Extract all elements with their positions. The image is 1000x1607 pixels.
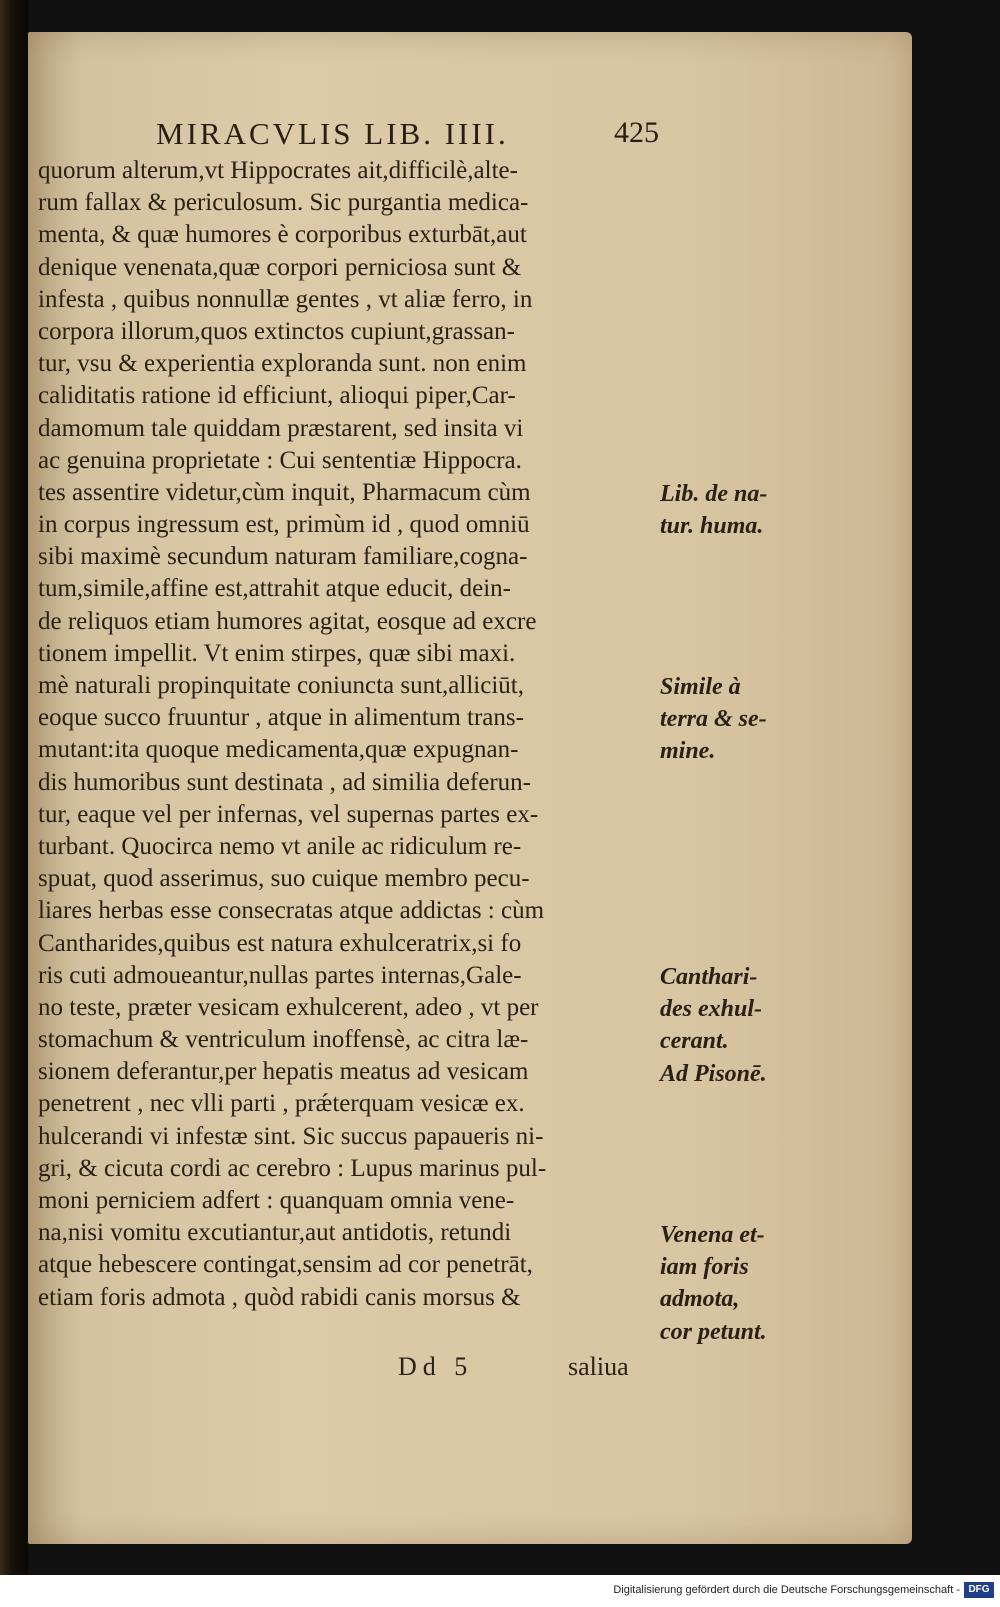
margin-note-line: iam foris [660, 1254, 749, 1281]
margin-note-line: des exhul- [660, 996, 762, 1023]
text-line: infesta , quibus nonnullæ gentes , vt aliæ ferro, in [38, 285, 533, 313]
book-gutter [0, 0, 28, 1575]
text-line: menta, & quæ humores è corporibus exturbāt,aut [38, 221, 527, 249]
margin-note-line: admota, [660, 1286, 740, 1313]
margin-note-line: mine. [660, 738, 716, 765]
text-line: tur, vsu & experientia exploranda sunt. non enim [38, 350, 527, 378]
text-line: rum fallax & periculosum. Sic purgantia medica- [38, 189, 529, 217]
margin-note-line: terra & se- [660, 706, 767, 733]
text-line: corpora illorum,quos extinctos cupiunt,grassan- [38, 317, 515, 345]
text-line: quorum alterum,vt Hippocrates ait,difficilè,alte- [38, 157, 518, 184]
text-line: no teste, præter vesicam exhulcerent, adeo , vt per [38, 993, 539, 1021]
text-line: in corpus ingressum est, primùm id , quod omniū [38, 511, 530, 539]
page-number: 425 [614, 116, 659, 149]
catchword: saliua [568, 1352, 629, 1381]
text-line: denique venenata,quæ corpori perniciosa sunt & [38, 253, 522, 281]
text-line: stomachum & ventriculum inoffensè, ac citra læ- [38, 1026, 529, 1054]
margin-note-cantharides [660, 961, 870, 1058]
margin-note-line: tur. huma. [660, 513, 764, 540]
margin-note-venena [660, 1219, 870, 1348]
margin-note-ad-pisonem [660, 1058, 870, 1090]
signature-mark: Dd 5 [398, 1352, 474, 1381]
text-line: damomum tale quiddam præstarent, sed insita vi [38, 414, 524, 442]
text-line: mè naturali propinquitate coniuncta sunt,alliciūt, [38, 672, 524, 699]
margin-note-lib-de-natur [660, 478, 870, 542]
credit-text: Digitalisierung gefördert durch die Deutsche Forschungsgemeinschaft - [613, 1584, 960, 1596]
text-line: tes assentire videtur,cùm inquit, Pharmacum cùm [38, 478, 531, 506]
text-line: tionem impellit. Vt enim stirpes, quæ sibi maxi. [38, 639, 516, 667]
margin-note-line: cerant. [660, 1028, 729, 1055]
margin-note-line: Venena et- [660, 1222, 765, 1248]
text-line: dis humoribus sunt destinata , ad similia deferun- [38, 768, 531, 796]
margin-note-line: Simile à [660, 674, 741, 700]
page-header [28, 116, 912, 156]
text-line: atque hebescere contingat,sensim ad cor penetrāt, [38, 1251, 533, 1279]
digitization-credit-bar [0, 1575, 1000, 1607]
text-line: Cantharides,quibus est natura exhulceratrix,si fo [38, 929, 522, 957]
text-line: liares herbas esse consecratas atque addictas : cùm [38, 897, 545, 925]
text-line: hulcerandi vi infestæ sint. Sic succus papaueris ni- [38, 1122, 544, 1150]
text-line: eoque succo fruuntur , atque in alimentum trans- [38, 704, 524, 732]
body-text [38, 155, 658, 1314]
text-line: spuat, quod asserimus, suo cuique membro pecu- [38, 865, 530, 893]
text-line: na,nisi vomitu excutiantur,aut antidotis, retundi [38, 1219, 512, 1247]
text-line: sionem deferantur,per hepatis meatus ad vesicam [38, 1058, 529, 1086]
margin-note-line: Ad Pisonē. [660, 1061, 767, 1087]
margin-note-line: Canthari- [660, 964, 758, 990]
running-head: MIRACVLIS LIB. IIII. [156, 116, 509, 151]
text-line: gri, & cicuta cordi ac cerebro : Lupus marinus pul- [38, 1154, 547, 1182]
text-line: etiam foris admota , quòd rabidi canis morsus & [38, 1283, 521, 1311]
margin-note-line: Lib. de na- [660, 481, 768, 507]
text-line: sibi maximè secundum naturam familiare,cogna- [38, 543, 528, 571]
dfg-logo: DFG [964, 1582, 994, 1598]
text-line: tum,simile,affine est,attrahit atque educit, dein- [38, 575, 511, 603]
text-line: turbant. Quocirca nemo vt anile ac ridiculum re- [38, 832, 522, 860]
text-line: ris cuti admoueantur,nullas partes internas,Gale- [38, 961, 522, 989]
text-line: mutant:ita quoque medicamenta,quæ expugnan- [38, 736, 519, 764]
book-page [28, 32, 912, 1544]
text-line: ac genuina proprietate : Cui sententiæ Hippocra. [38, 446, 522, 474]
margin-note-simile [660, 671, 870, 768]
margin-note-line: cor petunt. [660, 1318, 767, 1345]
text-line: de reliquos etiam humores agitat, eosque ad excre [38, 607, 537, 635]
text-line: penetrent , nec vlli parti , prǽterquam vesicæ ex. [38, 1090, 525, 1118]
text-line: tur, eaque vel per infernas, vel supernas partes ex- [38, 800, 539, 828]
text-line: moni perniciem adfert : quanquam omnia vene- [38, 1187, 515, 1214]
text-line: caliditatis ratione id efficiunt, alioqui piper,Car- [38, 382, 516, 410]
page-footer [28, 1352, 912, 1386]
